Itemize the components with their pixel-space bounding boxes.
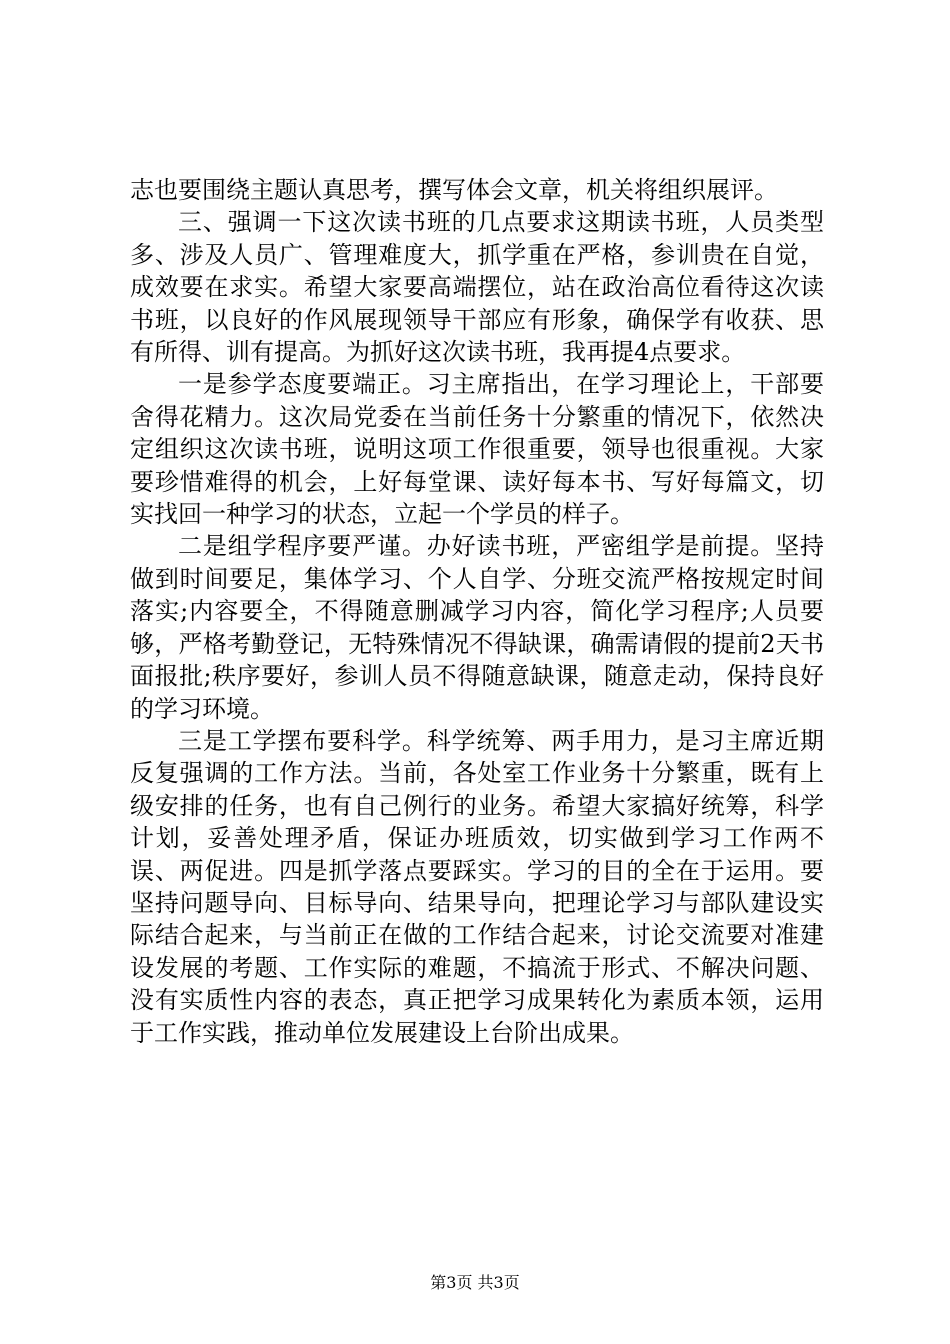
paragraph-point-one: 一是参学态度要端正。习主席指出，在学习理论上，干部要舍得花精力。这次局党委在当前任务十分繁重的情况下，依然决定组织这次读书班，说明这项工作很重要，领导也很重视。大家要珍惜难得的机会，上好每堂课、读好每本书、写好每篇文，切实找回一种学习的状态，立起一个学员的样子。 bbox=[130, 370, 824, 529]
paragraph-point-three-four: 三是工学摆布要科学。科学统筹、两手用力，是习主席近期反复强调的工作方法。当前，各处室工作业务十分繁重，既有上级安排的任务，也有自己例行的业务。希望大家搞好统筹，科学计划，妥善处理矛盾，保证办班质效，切实做到学习工作两不误、两促进。四是抓学落点要踩实。学习的目的全在于运用。要坚持问题导向、目标导向、结果导向，把理论学习与部队建设实际结合起来，与当前正在做的工作结合起来，讨论交流要对准建设发展的考题、工作实际的难题，不搞流于形式、不解决问题、没有实质性内容的表态，真正把学习成果转化为素质本领，运用于工作实践，推动单位发展建设上台阶出成果。 bbox=[130, 726, 824, 1047]
paragraph-point-two: 二是组学程序要严谨。办好读书班，严密组学是前提。坚持做到时间要足，集体学习、个人自学、分班交流严格按规定时间落实;内容要全，不得随意删减学习内容，简化学习程序;人员要够，严格考勤登记，无特殊情况不得缺课，确需请假的提前2天书面报批;秩序要好，参训人员不得随意缺课，随意走动，保持良好的学习环境。 bbox=[130, 532, 824, 723]
page-number-footer: 第3页 共3页 bbox=[430, 1273, 520, 1292]
paragraph-requirements-intro: 三、强调一下这次读书班的几点要求这期读书班，人员类型多、涉及人员广、管理难度大，抓学重在严格，参训贵在自觉，成效要在求实。希望大家要高端摆位，站在政治高位看待这次读书班，以良好的作风展现领导干部应有形象，确保学有收获、思有所得、训有提高。为抓好这次读书班，我再提4点要求。 bbox=[130, 208, 824, 367]
paragraph-continuation: 志也要围绕主题认真思考，撰写体会文章，机关将组织展评。 bbox=[130, 176, 778, 204]
document-body bbox=[130, 174, 824, 1049]
